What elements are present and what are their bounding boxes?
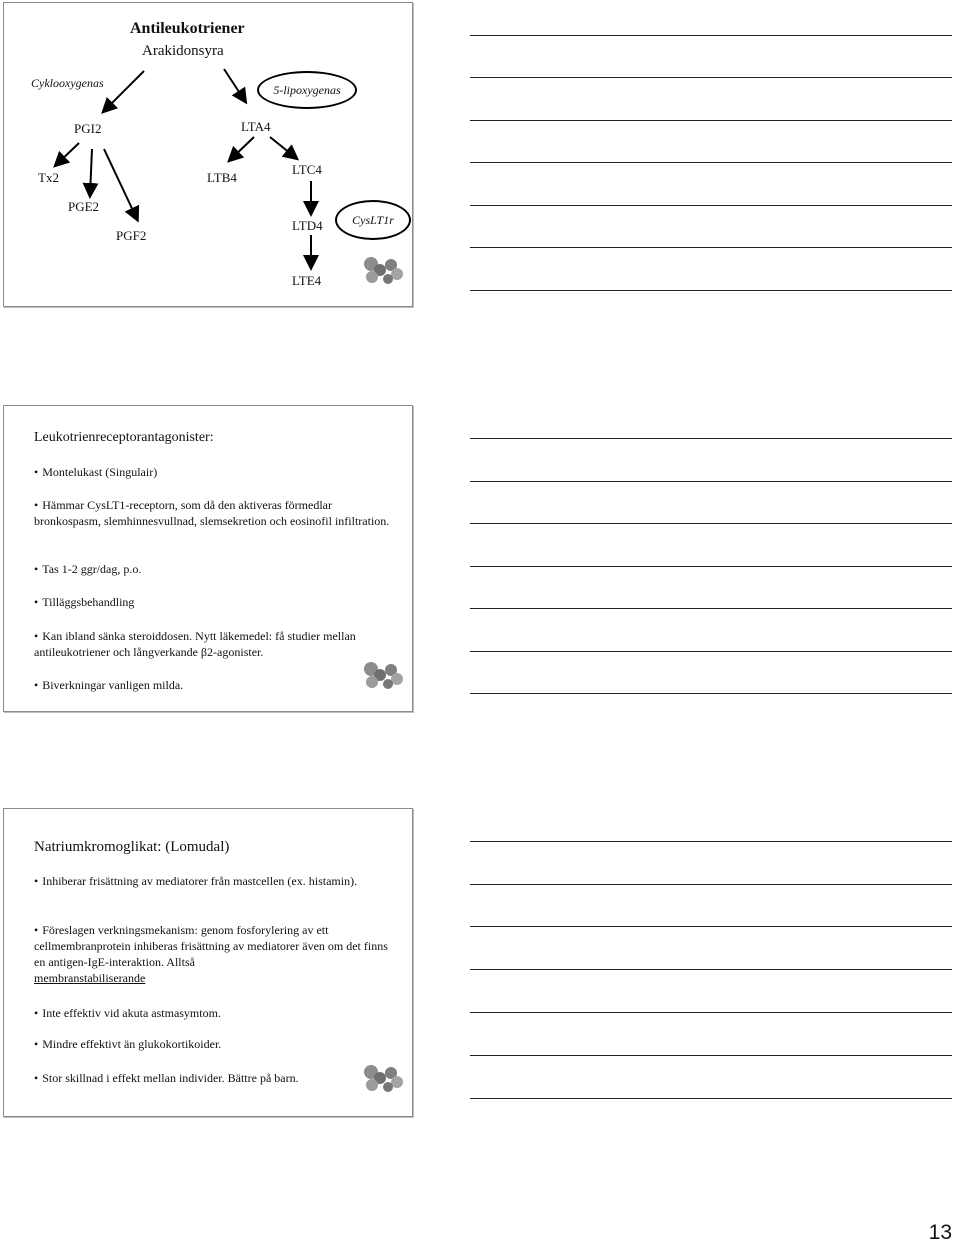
note-line (470, 481, 952, 482)
slide-antileukotriener (3, 2, 413, 307)
ltb4-label: LTB4 (207, 170, 237, 185)
note-line (470, 651, 952, 652)
bullet-item: • Hämmar CysLT1-receptorn, som då den aktiveras förmedlar bronkospasm, slemhinnesvullnad, slemsekretion och eosinofil infiltration. (34, 498, 390, 528)
lipoxygenas-oval (257, 71, 357, 109)
bullet-item: • Tas 1-2 ggr/dag, p.o. (34, 562, 142, 576)
note-line (470, 841, 952, 842)
underlined-term: membranstabiliserande (34, 971, 146, 985)
note-line (470, 884, 952, 885)
note-line (470, 693, 952, 694)
ltd4-label: LTD4 (292, 218, 323, 233)
note-line (470, 162, 952, 163)
bullet-item: • Föreslagen verkningsmekanism: genom fosforylering av ett cellmembranprotein inhiberas frisättning av mediatorer även om det finns en antigen-IgE-interaktion. Alltså membranstabiliserande (34, 923, 388, 985)
note-line (470, 1055, 952, 1056)
bullet-item: • Montelukast (Singulair) (34, 465, 158, 479)
note-line (470, 120, 952, 121)
slide-leukotrienreceptorantagonister (3, 405, 413, 712)
pge2-label: PGE2 (68, 199, 100, 214)
slide-title: Antileukotriener (130, 20, 245, 37)
note-line (470, 290, 952, 291)
pgf2-label: PGF2 (116, 228, 147, 243)
note-line (470, 205, 952, 206)
slide-natriumkromoglikat (3, 808, 413, 1117)
note-line (470, 1012, 952, 1013)
cyslt1r-label: CysLT1r (352, 212, 394, 227)
lipoxygenas-label: 5-lipoxygenas (273, 82, 341, 97)
cyslt1r-oval (335, 200, 411, 240)
bullet-item: • Biverkningar vanligen milda. (34, 678, 184, 692)
note-line (470, 566, 952, 567)
cell-logo-icon (362, 255, 406, 285)
cell-logo-icon (362, 660, 406, 690)
bullet-item: • Kan ibland sänka steroiddosen. Nytt läkemedel: få studier mellan antileukotriener och långverkande β2-agonister. (34, 629, 356, 659)
lta4-label: LTA4 (241, 119, 271, 134)
note-line (470, 926, 952, 927)
slide-title: Natriumkromoglikat: (Lomudal) (34, 839, 230, 855)
note-line (470, 969, 952, 970)
tx2-label: Tx2 (38, 170, 59, 185)
cell-logo-icon (362, 1063, 406, 1093)
arakidonsyra-label: Arakidonsyra (142, 43, 224, 59)
ltc4-label: LTC4 (292, 162, 322, 177)
note-line (470, 523, 952, 524)
bullet-item: • Tilläggsbehandling (34, 595, 135, 609)
note-line (470, 77, 952, 78)
note-line (470, 35, 952, 36)
bullet-item: • Inte effektiv vid akuta astmasymtom. (34, 1006, 221, 1020)
page-number: 13 (928, 1221, 952, 1244)
note-line (470, 608, 952, 609)
note-line (470, 438, 952, 439)
note-line (470, 1098, 952, 1099)
lte4-label: LTE4 (292, 273, 322, 288)
bullet-item: • Stor skillnad i effekt mellan individer. Bättre på barn. (34, 1071, 299, 1085)
slide-title: Leukotrienreceptorantagonister: (34, 430, 214, 445)
note-line (470, 247, 952, 248)
pgi2-label: PGI2 (74, 121, 102, 136)
bullet-item: • Mindre effektivt än glukokortikoider. (34, 1037, 222, 1051)
bullet-item: • Inhiberar frisättning av mediatorer från mastcellen (ex. histamin). (34, 874, 358, 888)
cyklooxygenas-label: Cyklooxygenas (31, 76, 104, 90)
